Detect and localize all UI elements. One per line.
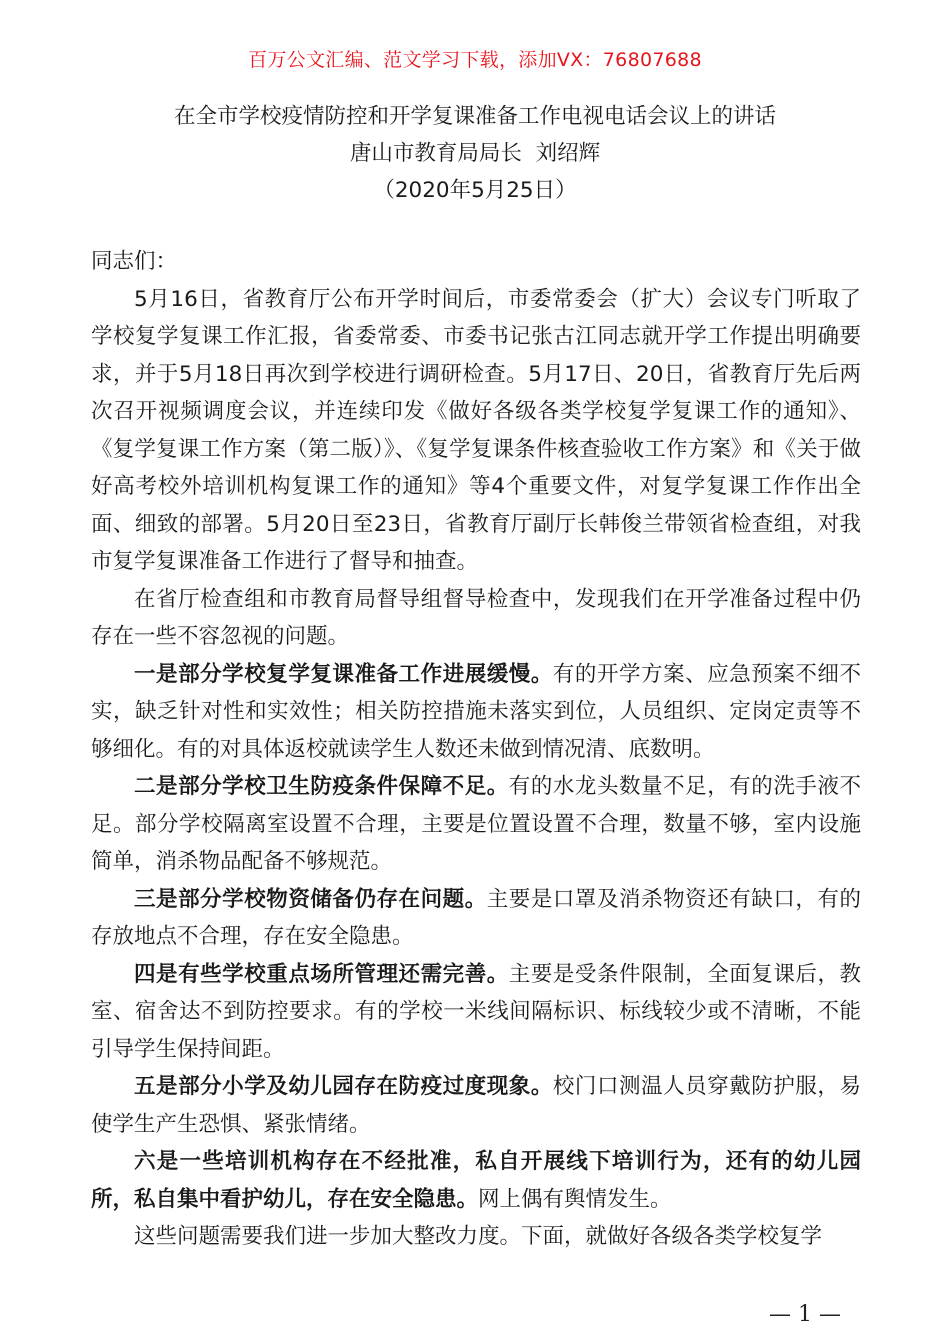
paragraph-background: 5月16日，省教育厅公布开学时间后，市委常委会（扩大）会议专门听取了学校复学复课工作汇报，省委常委、市委书记张古江同志就开学工作提出明确要求，并于5月18日再次到学校进行调研检查。5月17日、20日，省教育厅先后两次召开视频调度会议，并连续印发《做好各级各类学校复学复课工作的通知》、《复学复课工作方案（第二版）》、《复学复课条件核查验收工作方案》和《关于做好高考校外培训机构复课工作的通知》等4个重要文件，对复学复课工作作出全面、细致的部署。5月20日至23日，省教育厅副厅长韩俊兰带领省检查组，对我市复学复课准备工作进行了督导和抽查。 — [91, 286, 861, 574]
issue-paragraph — [91, 768, 861, 881]
issue-text: 有的水龙头数量不足，有的洗手液不足。部分学校隔离室设置不合理，主要是位置设置不合理，数量不够，室内设施简单，消杀物品配备不够规范。 — [91, 774, 861, 874]
paragraph-closing: 这些问题需要我们进一步加大整改力度。下面，就做好各级各类学校复学 — [134, 1224, 823, 1249]
document-body — [91, 243, 861, 1256]
document-title: 在全市学校疫情防控和开学复课准备工作电视电话会议上的讲话 — [173, 104, 776, 129]
paragraph-problems-intro: 在省厅检查组和市教育局督导组督导检查中，发现我们在开学准备过程中仍存在一些不容忽视的问题。 — [91, 586, 861, 649]
salutation: 同志们： — [91, 249, 178, 274]
issue-text: 校门口测温人员穿戴防护服，易使学生产生恐惧、紧张情绪。 — [91, 1074, 861, 1137]
issue-paragraph — [91, 1143, 861, 1218]
document-date: （2020年5月25日） — [373, 178, 577, 203]
title-block — [0, 98, 950, 209]
issue-text: 主要是口罩及消杀物资还有缺口，有的存放地点不合理，存在安全隐患。 — [91, 886, 861, 949]
issue-heading: 六是一些培训机构存在不经批准，私自开展线下培训行为，还有的幼儿园所，私自集中看护幼儿，存在安全隐患。 — [91, 1149, 861, 1212]
issue-heading: 一是部分学校复学复课准备工作进展缓慢。 — [134, 661, 553, 687]
issue-paragraph — [91, 1068, 861, 1143]
issue-heading: 五是部分小学及幼儿园存在防疫过度现象。 — [134, 1074, 553, 1099]
page-number: — 1 — — [769, 1302, 841, 1327]
issue-text: 有的开学方案、应急预案不细不实，缺乏针对性和实效性；相关防控措施未落实到位，人员组织、定岗定责等不够细化。有的对具体返校就读学生人数还未做到情况清、底数明。 — [91, 661, 861, 762]
issue-heading: 四是有些学校重点场所管理还需完善。 — [134, 961, 509, 987]
issue-heading: 三是部分学校物资储备仍存在问题。 — [134, 886, 487, 912]
issue-paragraph — [91, 956, 861, 1069]
document-author: 唐山市教育局局长 刘绍辉 — [349, 141, 601, 166]
issue-text: 主要是受条件限制，全面复课后，教室、宿舍达不到防控要求。有的学校一米线间隔标识、标线较少或不清晰，不能引导学生保持间距。 — [91, 961, 861, 1062]
promo-banner: 百万公文汇编、范文学习下载，添加VX：76807688 — [248, 49, 702, 71]
issue-paragraph — [91, 656, 861, 769]
issue-heading: 二是部分学校卫生防疫条件保障不足。 — [134, 774, 509, 799]
issue-paragraph — [91, 881, 861, 956]
issue-text: 网上偶有舆情发生。 — [478, 1186, 672, 1212]
